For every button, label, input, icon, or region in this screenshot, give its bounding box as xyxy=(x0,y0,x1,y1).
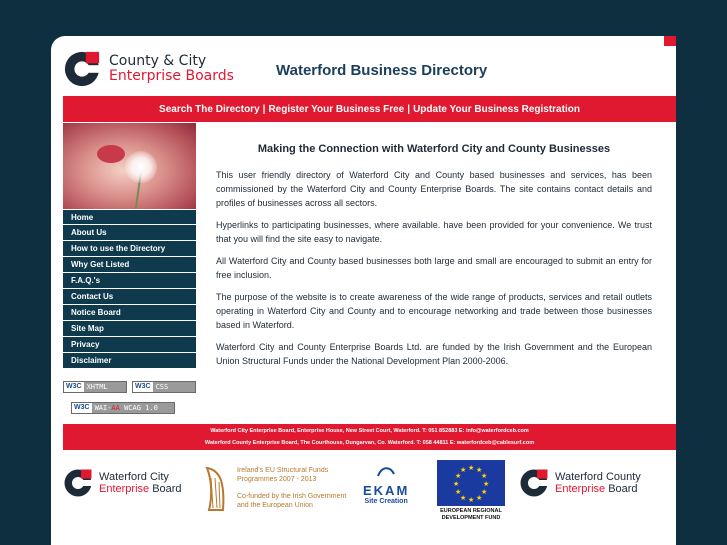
logo-line-2: Enterprise Boards xyxy=(109,68,234,84)
sidebar-item-notice-board[interactable]: Notice Board xyxy=(63,305,196,321)
photo-dandelion xyxy=(125,151,157,183)
sidebar-item-site-map[interactable]: Site Map xyxy=(63,321,196,337)
ekam-word: EKAM xyxy=(363,483,410,498)
eu-funds-line-3: Co-funded by the Irish Government xyxy=(237,493,347,500)
svg-text:★: ★ xyxy=(468,496,475,504)
city-board-line-2 xyxy=(99,483,182,495)
city-board-logo-icon xyxy=(63,468,93,498)
svg-text:★: ★ xyxy=(455,472,462,480)
svg-text:★: ★ xyxy=(481,472,488,480)
top-nav-bar xyxy=(63,96,676,122)
eu-flag-icon xyxy=(437,460,505,506)
w3c-label: W3C xyxy=(74,404,90,411)
county-board-line-1: Waterford County xyxy=(555,471,641,483)
svg-text:★: ★ xyxy=(481,488,488,496)
sidebar-item-disclaimer[interactable]: Disclaimer xyxy=(63,353,196,369)
erdf-line-2: DEVELOPMENT FUND xyxy=(441,515,501,521)
site-logo[interactable] xyxy=(63,50,234,88)
county-board-logo-icon xyxy=(519,468,549,498)
eu-funds-line-2: Programmes 2007 - 2013 xyxy=(237,476,317,483)
svg-text:★: ★ xyxy=(453,480,460,488)
sidebar-item-home[interactable]: Home xyxy=(63,209,196,225)
wcag-text xyxy=(92,403,161,413)
xhtml-badge[interactable] xyxy=(63,381,127,401)
svg-text:★: ★ xyxy=(455,488,462,496)
content-paragraph: The purpose of the website is to create awareness of the wide range of products, services and retail outlets operating in Waterford City and County and to encourage networking and trade between those businesses based in Waterford. xyxy=(216,292,652,330)
ekam-subtitle: Site Creation xyxy=(364,498,408,505)
ekam-logo[interactable] xyxy=(363,464,409,505)
content-paragraph: This user friendly directory of Waterford City and County based businesses and services, has been commissioned by the Waterford City and County Enterprise Boards. The site contains contact details and profiles of businesses across all sectors. xyxy=(216,170,652,208)
svg-text:★: ★ xyxy=(476,494,483,502)
sidebar-item-faqs[interactable]: F.A.Q.'s xyxy=(63,273,196,289)
enterprise-board-logo-icon xyxy=(63,50,101,88)
w3c-label: W3C xyxy=(135,383,151,390)
county-board-rest: Board xyxy=(605,483,638,495)
page-title: Waterford Business Directory xyxy=(276,62,488,79)
w3c-label: W3C xyxy=(66,383,82,390)
content-paragraph: Waterford City and County Enterprise Boards Ltd. are funded by the Irish Government and the European Union Structural Funds under the National Development Plan 2000-2006. xyxy=(216,342,652,366)
city-board-line-1: Waterford City xyxy=(99,471,169,483)
county-board-line-2 xyxy=(555,483,641,495)
harp-icon xyxy=(201,464,229,514)
sidebar-item-how-to-use[interactable]: How to use the Directory xyxy=(63,241,196,257)
dandelion-photo xyxy=(63,123,196,209)
main-content xyxy=(216,142,652,376)
eu-funds-line-1: Ireland's EU Structural Funds xyxy=(237,467,329,474)
xhtml-label: XHTML 1.0 xyxy=(86,383,108,401)
sidebar-item-about-us[interactable]: About Us xyxy=(63,225,196,241)
wai-level: AA xyxy=(111,404,120,412)
css-badge[interactable] xyxy=(132,381,196,393)
wcag-badge[interactable] xyxy=(71,402,175,414)
update-registration-link[interactable]: Update Your Business Registration xyxy=(413,103,580,115)
nav-separator: | xyxy=(262,103,266,115)
sidebar-nav xyxy=(63,209,196,369)
svg-text:★: ★ xyxy=(460,466,467,474)
city-board-rest: Board xyxy=(149,483,182,495)
register-business-link[interactable]: Register Your Business Free xyxy=(268,103,405,115)
ekam-swoosh-icon xyxy=(376,464,396,478)
css-label: CSS xyxy=(155,383,169,391)
page-container xyxy=(51,36,676,545)
svg-text:★: ★ xyxy=(468,464,475,472)
photo-lips xyxy=(97,145,125,163)
footer-line-county: Waterford County Enterprise Board, The Courthouse, Dungarvan, Co. Waterford. T: 058 44811 E: waterfordceb@cablesurf.com xyxy=(204,440,535,446)
city-board-red: Enterprise xyxy=(99,483,150,495)
content-paragraph: Hyperlinks to participating businesses, where available. have been provided for your convenience. We trust that you will find the site easy to navigate. xyxy=(216,220,652,244)
sidebar-item-why-get-listed[interactable]: Why Get Listed xyxy=(63,257,196,273)
sidebar-item-privacy[interactable]: Privacy xyxy=(63,337,196,353)
sponsor-logos xyxy=(51,454,676,545)
county-board-logo[interactable] xyxy=(519,468,641,498)
city-board-logo[interactable] xyxy=(63,468,182,498)
eu-structural-funds-logo[interactable] xyxy=(201,464,346,514)
svg-text:★: ★ xyxy=(476,466,483,474)
svg-text:★: ★ xyxy=(460,494,467,502)
search-directory-link[interactable]: Search The Directory xyxy=(159,103,260,115)
wai-prefix: WAI- xyxy=(94,404,112,412)
sidebar xyxy=(63,123,196,369)
eu-funds-line-4: and the European Union xyxy=(237,502,313,509)
erdf-line-1: EUROPEAN REGIONAL xyxy=(440,508,502,514)
eu-stars-icon xyxy=(437,460,505,506)
sidebar-item-contact-us[interactable]: Contact Us xyxy=(63,289,196,305)
nav-separator: | xyxy=(407,103,411,115)
county-board-red: Enterprise xyxy=(555,483,606,495)
svg-text:★: ★ xyxy=(483,480,490,488)
content-heading: Making the Connection with Waterford City and County Businesses xyxy=(257,143,611,155)
footer-line-city: Waterford City Enterprise Board, Enterprise House, New Street Court, Waterford. T: 051 852883 E: info@waterfordceb.com xyxy=(210,428,529,434)
content-paragraph: All Waterford City and County based businesses both large and small are encouraged to submit an entry for free inclusion. xyxy=(216,256,652,280)
erdf-logo[interactable] xyxy=(437,460,505,522)
header xyxy=(51,36,676,96)
footer-contact-bar xyxy=(63,424,676,450)
logo-line-1: County & City xyxy=(109,53,207,69)
wcag-label: WCAG 1.0 xyxy=(119,404,158,412)
